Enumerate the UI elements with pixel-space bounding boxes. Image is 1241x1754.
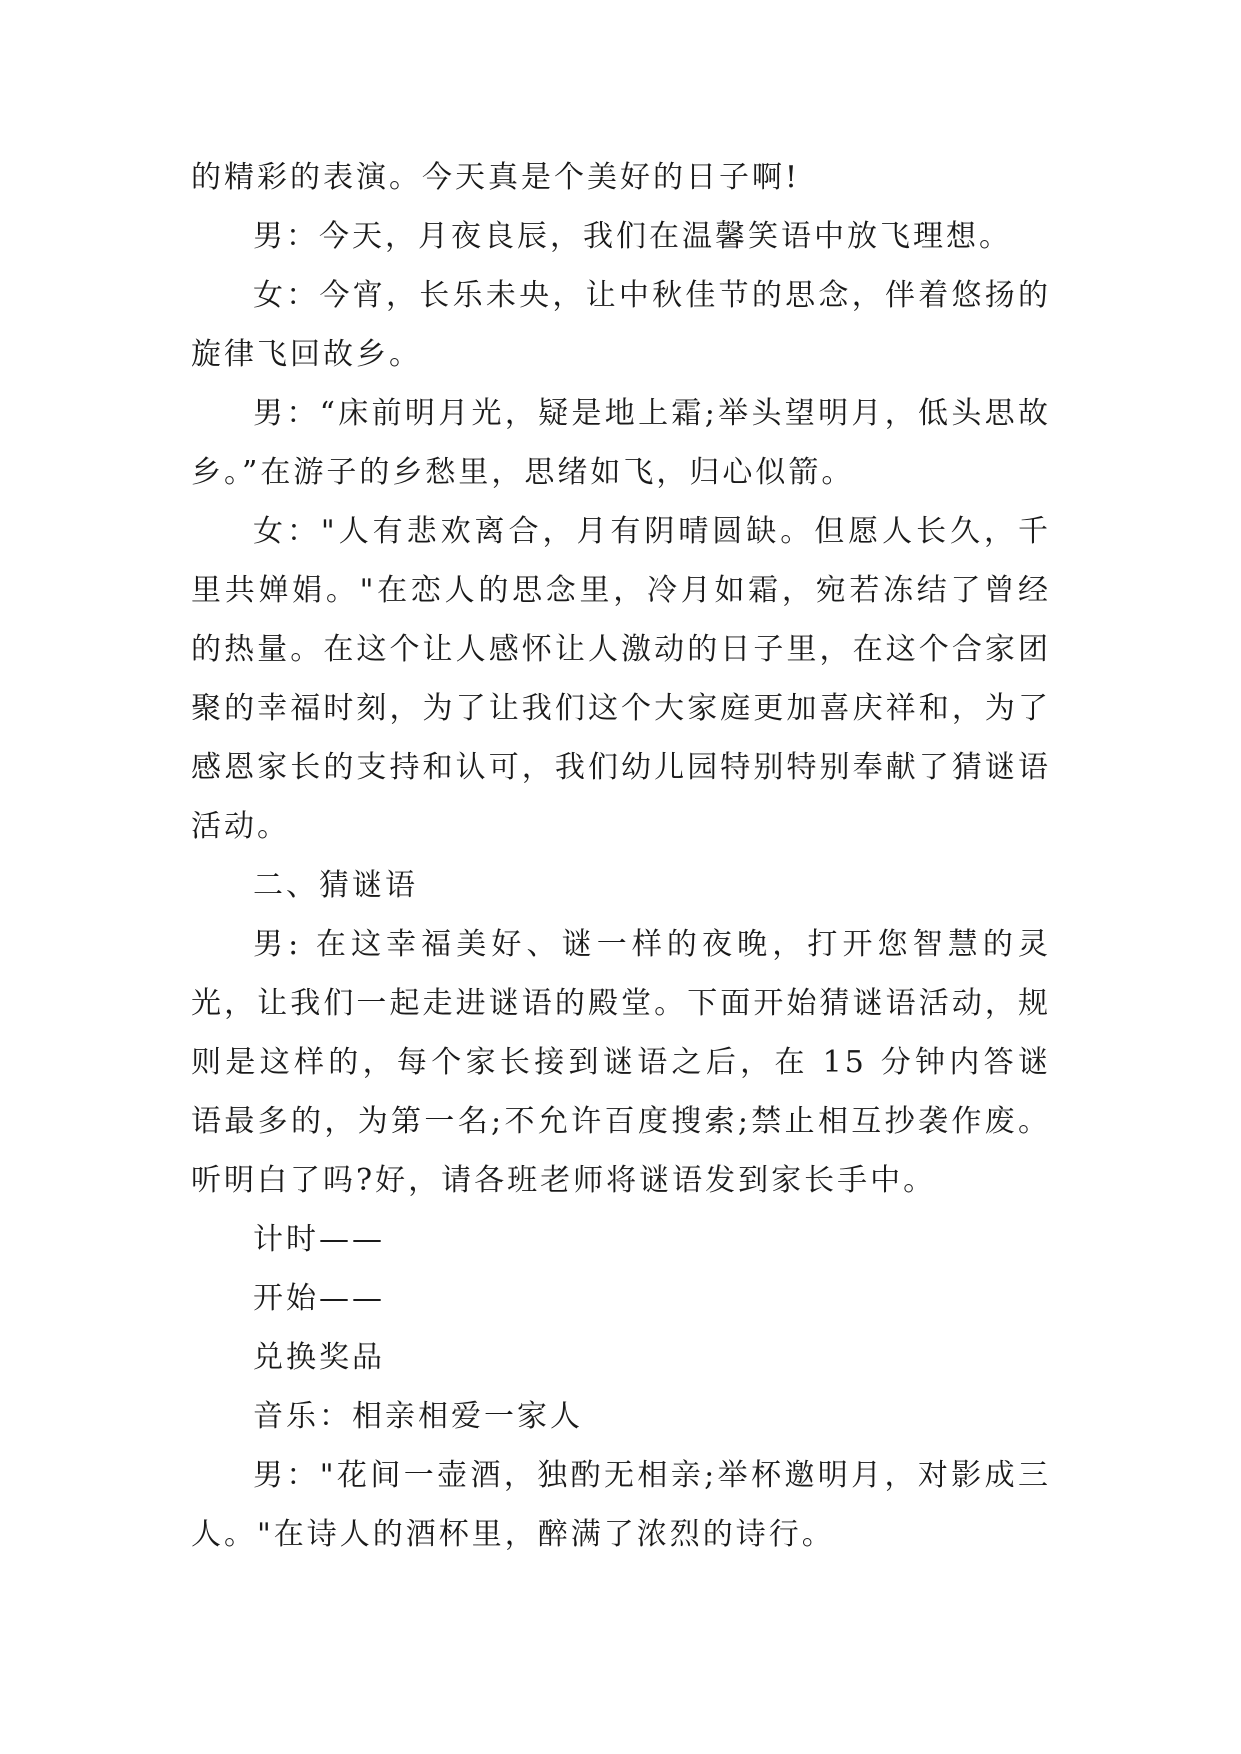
paragraph: 男：今天，月夜良辰，我们在温馨笑语中放飞理想。	[253, 219, 1012, 254]
paragraph: 女：今宵，长乐未央，让中秋佳节的思念，伴着悠扬的旋律飞回故乡。	[191, 278, 1051, 372]
paragraph: 的精彩的表演。今天真是个美好的日子啊!	[191, 160, 801, 195]
paragraph: 兑换奖品	[253, 1340, 385, 1375]
document-body	[191, 148, 1051, 1564]
paragraph: 音乐：相亲相爱一家人	[253, 1399, 583, 1434]
section-heading: 二、猜谜语	[253, 868, 418, 903]
paragraph: 男：“床前明月光，疑是地上霜;举头望明月，低头思故乡。”在游子的乡愁里，思绪如飞，归心似箭。	[191, 396, 1051, 490]
paragraph: 女："人有悲欢离合，月有阴晴圆缺。但愿人长久，千里共婵娟。"在恋人的思念里，冷月如霜，宛若冻结了曾经的热量。在这个让人感怀让人激动的日子里，在这个合家团聚的幸福时刻，为了让我们这个大家庭更加喜庆祥和，为了感恩家长的支持和认可，我们幼儿园特别特别奉献了猜谜语活动。	[191, 514, 1051, 844]
paragraph: 计时——	[253, 1222, 385, 1257]
paragraph: 男："花间一壶酒，独酌无相亲;举杯邀明月，对影成三人。"在诗人的酒杯里，醉满了浓烈的诗行。	[191, 1458, 1051, 1552]
paragraph: 男: 在这幸福美好、谜一样的夜晚，打开您智慧的灵光，让我们一起走进谜语的殿堂。下面开始猜谜语活动，规则是这样的，每个家长接到谜语之后，在 15 分钟内答谜语最多的，为第一名;不允许百度搜索;禁止相互抄袭作废。听明白了吗?好，请各班老师将谜语发到家长手中。	[191, 927, 1051, 1198]
paragraph: 开始——	[253, 1281, 385, 1316]
